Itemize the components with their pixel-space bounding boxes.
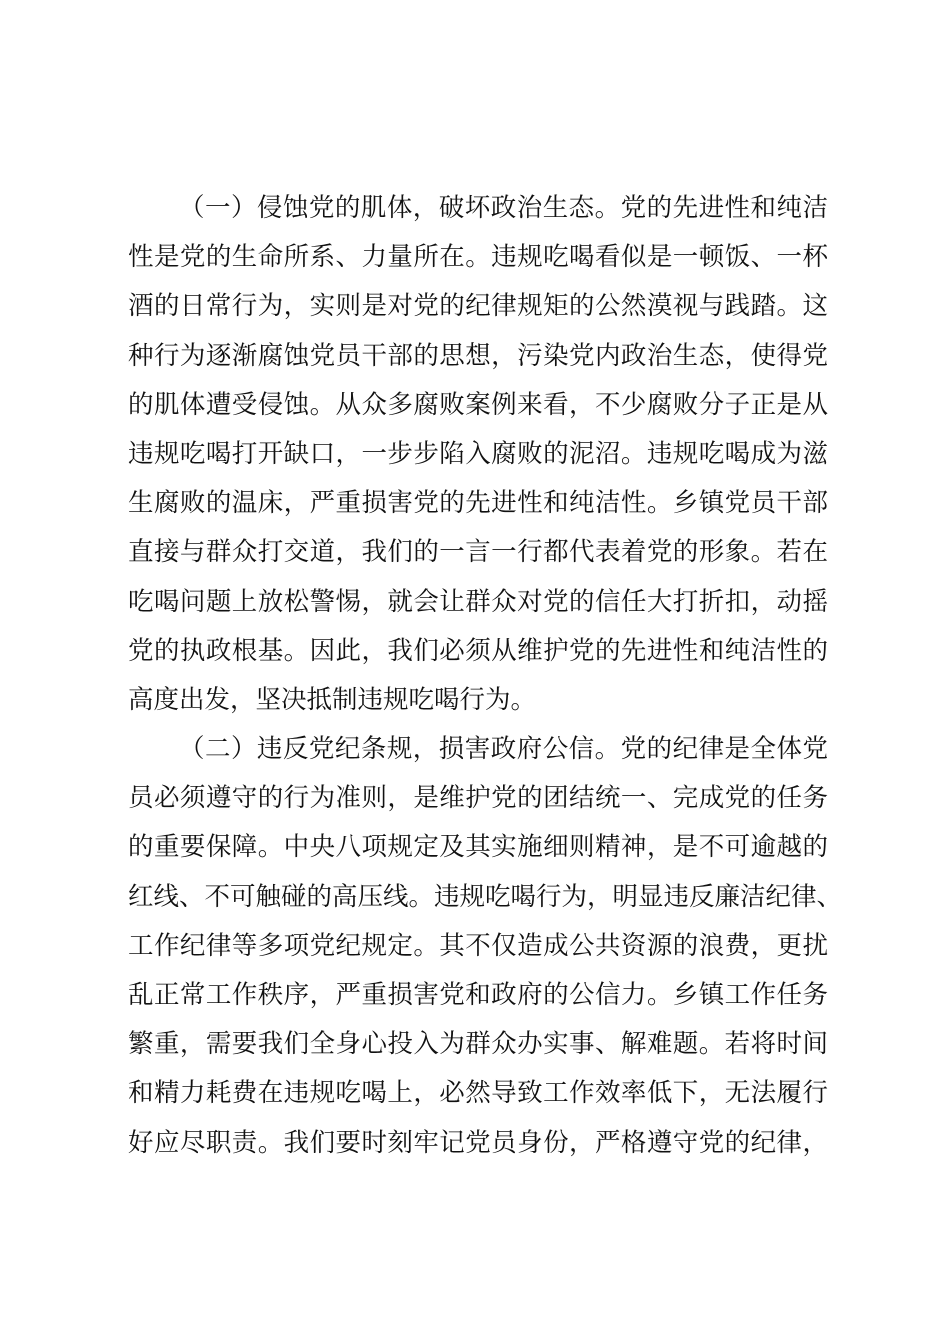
paragraph-1-line-10: 党的执政根基。因此，我们必须从维护党的先进性和纯洁性的 <box>128 635 828 666</box>
paragraph-1-line-5: 的肌体遭受侵蚀。从众多腐败案例来看，不少腐败分子正是从 <box>128 389 828 420</box>
paragraph-1-line-9: 吃喝问题上放松警惕，就会让群众对党的信任大打折扣，动摇 <box>128 586 828 617</box>
paragraph-2-line-4: 红线、不可触碰的高压线。违规吃喝行为，明显违反廉洁纪律、 <box>128 881 843 912</box>
paragraph-1-line-6: 违规吃喝打开缺口，一步步陷入腐败的泥沼。违规吃喝成为滋 <box>128 438 828 469</box>
body-text <box>128 184 843 1168</box>
paragraph-2-line-9: 好应尽职责。我们要时刻牢记党员身份，严格遵守党的纪律， <box>128 1127 828 1158</box>
paragraph-1-line-3: 酒的日常行为，实则是对党的纪律规矩的公然漠视与践踏。这 <box>128 291 828 322</box>
paragraph-2-line-5: 工作纪律等多项党纪规定。其不仅造成公共资源的浪费，更扰 <box>128 930 828 961</box>
paragraph-2-line-1: （二）违反党纪条规，损害政府公信。党的纪律是全体党 <box>179 734 828 765</box>
paragraph-2-line-7: 繁重，需要我们全身心投入为群众办实事、解难题。若将时间 <box>128 1029 828 1060</box>
paragraph-2-line-6: 乱正常工作秩序，严重损害党和政府的公信力。乡镇工作任务 <box>128 980 828 1010</box>
paragraph-1-line-7: 生腐败的温床，严重损害党的先进性和纯洁性。乡镇党员干部 <box>128 488 828 519</box>
paragraph-1-line-4: 种行为逐渐腐蚀党员干部的思想，污染党内政治生态，使得党 <box>128 340 828 371</box>
paragraph-2-line-2: 员必须遵守的行为准则，是维护党的团结统一、完成党的任务 <box>128 783 828 814</box>
paragraph-2-line-3: 的重要保障。中央八项规定及其实施细则精神，是不可逾越的 <box>128 832 828 863</box>
paragraph-1-line-8: 直接与群众打交道，我们的一言一行都代表着党的形象。若在 <box>128 537 828 568</box>
paragraph-2-line-8: 和精力耗费在违规吃喝上，必然导致工作效率低下，无法履行 <box>128 1078 828 1109</box>
paragraph-1-line-2: 性是党的生命所系、力量所在。违规吃喝看似是一顿饭、一杯 <box>128 242 828 273</box>
paragraph-1-line-1: （一）侵蚀党的肌体，破坏政治生态。党的先进性和纯洁 <box>179 193 828 223</box>
paragraph-1-line-11: 高度出发，坚决抵制违规吃喝行为。 <box>128 684 537 715</box>
